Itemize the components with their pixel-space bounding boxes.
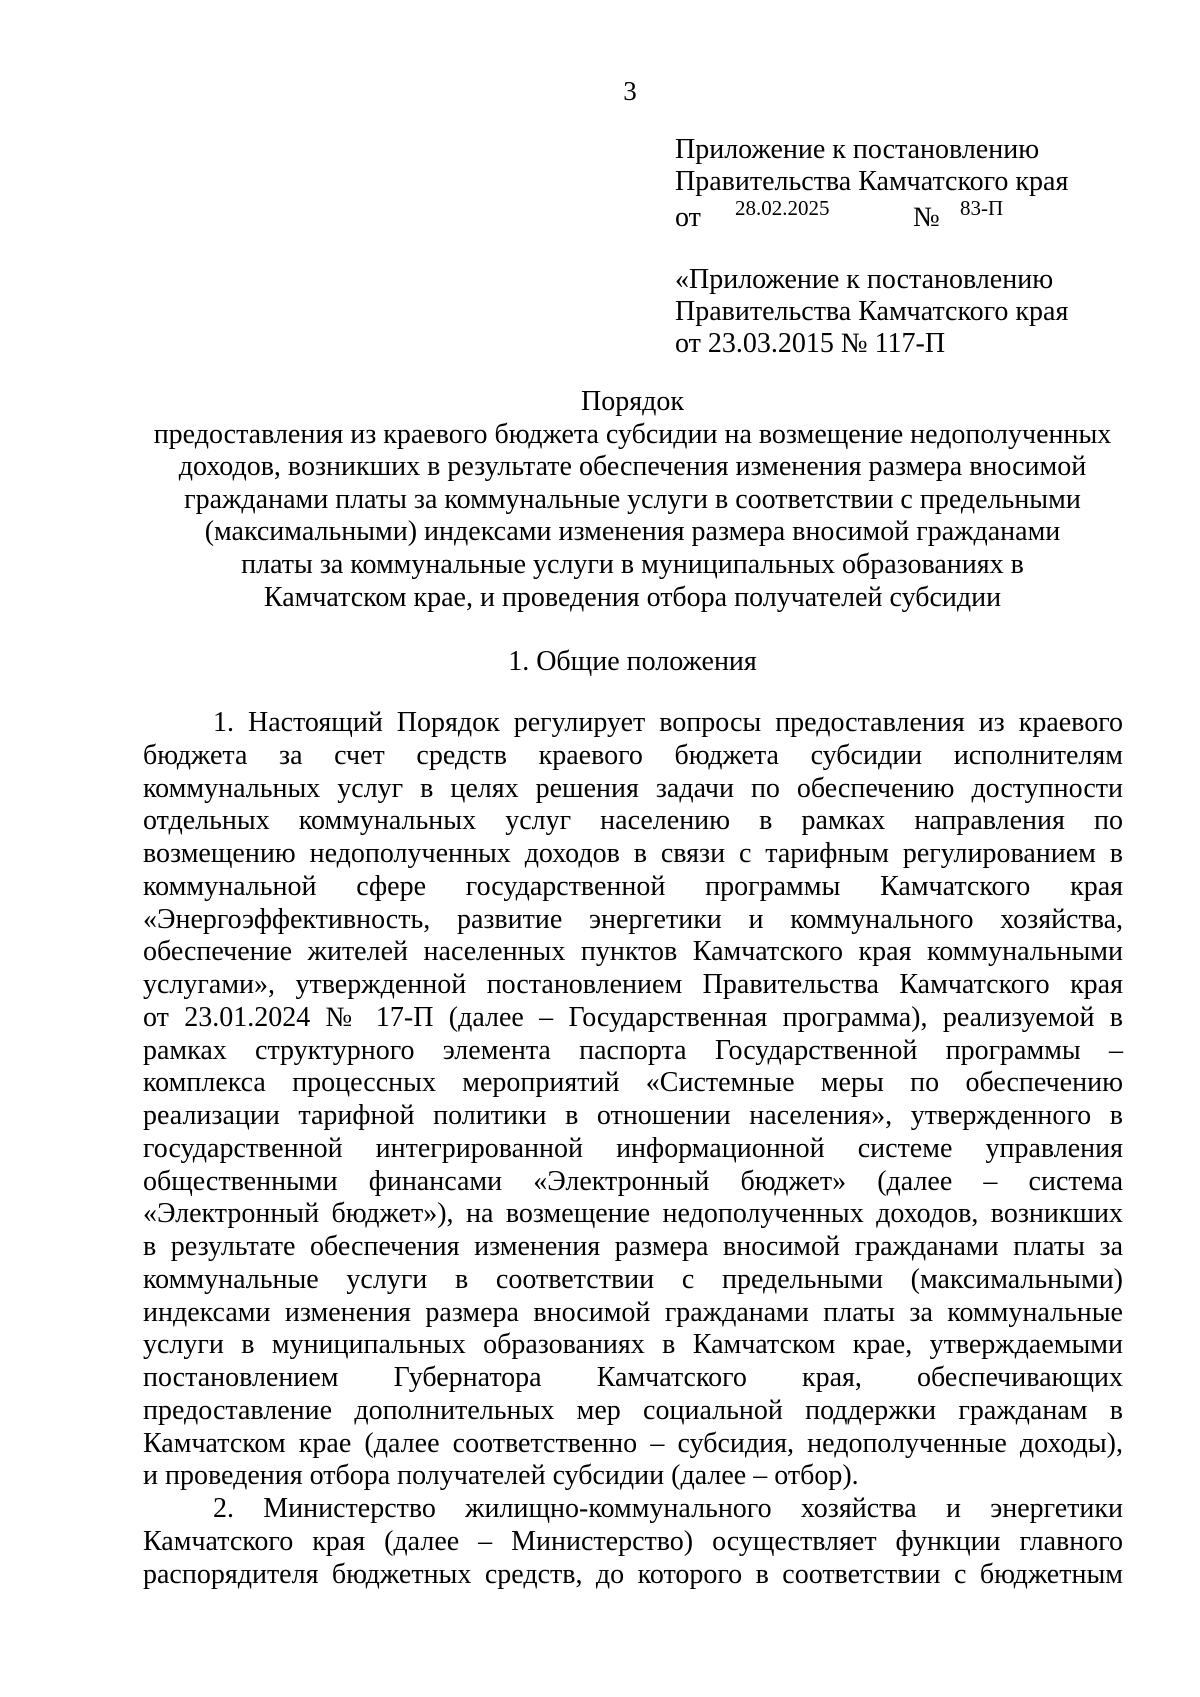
text-line: 1. Настоящий Порядок регулирует вопросы предоставления из краевого [213,707,1123,738]
text-line: возмещению недополученных доходов в связи с тарифным регулированием в [143,838,1123,869]
text-line: «Энергоэффективность, развитие энергетики и коммунального хозяйства, [143,903,1123,935]
text-line: 2. Министерство жилищно-коммунального хозяйства и энергетики [213,1493,1123,1524]
attachment-line: «Приложение к постановлению [675,264,1054,295]
document-title [140,386,1125,614]
document-body [143,707,1123,1591]
text-line: «Электронный бюджет»), на возмещение недополученных доходов, возникших [143,1198,1123,1230]
text-line: коммунальной сфере государственной программы Камчатского края [143,870,1123,902]
attachment-date-line [675,198,1145,232]
text-line: отдельных коммунальных услуг населению в рамках направления по [143,805,1123,837]
attachment-header-current [675,134,1145,232]
text-line: индексами изменения размера вносимой гражданами платы за коммунальные [143,1296,1123,1328]
attachment-line: Правительства Камчатского края [675,296,1069,327]
section-heading: 1. Общие положения [508,646,757,677]
text-line: реализации тарифной политики в отношении населения», утвержденного в [143,1100,1123,1131]
title-line: предоставления из краевого бюджета субсидии на возмещение недополученных [153,418,1112,450]
title-line: гражданами платы за коммунальные услуги в соответствии с предельными [184,483,1081,515]
text-line: общественными финансами «Электронный бюджет» (далее – система [143,1165,1123,1197]
page-number: 3 [623,76,637,106]
text-line: услуги в муниципальных образованиях в Камчатском крае, утверждаемыми [143,1329,1123,1361]
text-line: Камчатском крае (далее соответственно – субсидия, недополученные доходы), [143,1427,1123,1459]
text-line: бюджета за счет средств краевого бюджета субсидии исполнителям [143,739,1123,771]
text-line: коммунальных услуг в целях решения задачи по обеспечению доступности [143,772,1123,804]
number-sign: № [913,202,940,233]
title-line: доходов, возникших в результате обеспечения изменения размера вносимой [178,451,1087,483]
text-line: Камчатского края (далее – Министерство) осуществляет функции главного [143,1525,1123,1557]
text-line: и проведения отбора получателей субсидии (далее – отбор). [143,1460,859,1492]
text-line: от 23.01.2024 № 17-П (далее – Государственная программа), реализуемой в [143,1001,1123,1033]
attachment-line: Приложение к постановлению [675,134,1040,165]
text-line: коммунальные услуги в соответствии с предельными (максимальными) [143,1263,1123,1295]
title-line: (максимальными) индексами изменения размера вносимой гражданами [204,516,1061,548]
title-line: платы за коммунальные услуги в муниципальных образованиях в [241,548,1024,580]
resolution-number: 83-П [960,196,1004,220]
attachment-line: от 23.03.2015 № 117-П [675,328,946,359]
attachment-line: Правительства Камчатского края [675,166,1069,197]
title-line: Камчатском крае, и проведения отбора получателей субсидии [263,581,1002,613]
text-line: обеспечение жителей населенных пунктов Камчатского края коммунальными [143,936,1123,968]
text-line: в результате обеспечения изменения размера вносимой гражданами платы за [143,1231,1123,1262]
text-line: комплекса процессных мероприятий «Системные меры по обеспечению [143,1067,1123,1099]
text-line: государственной интегрированной информационной системе управления [143,1132,1123,1164]
date-prefix: от [675,202,701,233]
text-line: предоставление дополнительных мер социальной поддержки гражданам в [143,1394,1123,1426]
text-line: распорядителя бюджетных средств, до которого в соответствии с бюджетным [143,1558,1123,1590]
paragraph-1 [143,707,1123,1493]
text-line: постановлением Губернатора Камчатского края, обеспечивающих [143,1362,1123,1393]
title-heading: Порядок [581,386,684,417]
attachment-header-original [675,264,1145,360]
resolution-date: 28.02.2025 [735,196,830,220]
paragraph-2 [143,1493,1123,1591]
text-line: рамках структурного элемента паспорта Государственной программы – [143,1034,1123,1066]
text-line: услугами», утвержденной постановлением Правительства Камчатского края [143,969,1123,1000]
